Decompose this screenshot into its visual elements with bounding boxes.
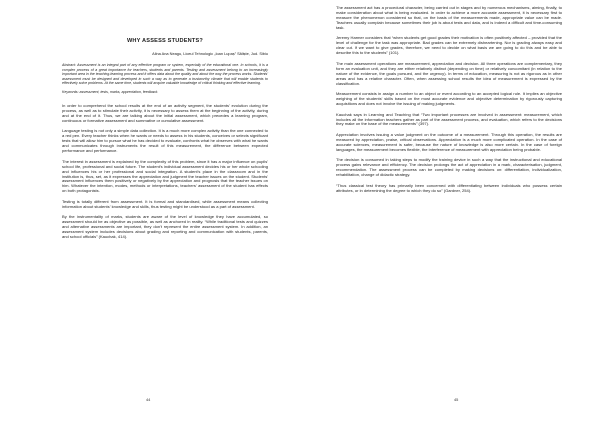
paragraph: Kauchak says in Learning and Teaching that “Two important processes are involved in assessment: measurement, which includes all the information teachers gather as part of the assessment process, and evaluation, which refers to the decisions they make on the base of the measurements” (397). bbox=[336, 111, 562, 127]
paragraph: The decision is consumed in taking steps to modify the training device in such a way that the instructional and educational process gains relevance and efficiency. The decision prolongs the act of appreciation in a mark, characterisation, judgment, recommendation. The assessment process can be completed by making decisions on: differentiation, individualization, rehabilitation, change of didactic strategy. bbox=[336, 157, 562, 178]
paragraph: In order to comprehend the school results at the end of an activity segment, the students' evolution during the process, as well as to stimulate their activity, it is necessary to assess them at the beginning of the activity, during and at the end of it. Thus, we are talking about the initial assessment, which precedes a learning program, continuous or formative assessment and summative or cumulative assessment. bbox=[62, 103, 268, 124]
paragraph: Jeremy Harmer considers that “when students get good grades their motivation is often positively affected – provided that the level of challenge for the task was appropriate. Bad grades can be extremely disheartening. Nor is grading always easy and clear cut. If we want to give grades, therefore, we need to decide on what basis we are going to do this and be able to describe this to the students” (101). bbox=[336, 35, 562, 56]
paragraph: Testing is totally different from assessment. It is formal and standardised, while assessment means collecting information about students' knowledge and skills, thus testing might be understood as a part of assessment. bbox=[62, 198, 268, 209]
author-line: Alina Ana Neagu, Liceul Tehnologic „Ioan Lupaș” Săliște, Jud. Sibiu bbox=[152, 51, 268, 56]
paper-title: WHY ASSESS STUDENTS? bbox=[126, 38, 204, 44]
paragraph: The interest in assessment is explained by the complexity of this problem, since it has a major influence on pupils' school life, professional and social future. The student's individual assessment decides his or her whole schooling and influences his or her professional and social integration. A student's place in the classroom and in the institution is, thus, set, as it expresses the appreciation and judgment the teacher issues on the student. Students' assessment influences them positively or negatively by the appreciation and prognosis that the teacher issues on him. Whatever the intention, modes, methods or interpretations, teachers' assessment of the student has effects on both protagonists. bbox=[62, 158, 268, 194]
paragraph: By the instrumentality of marks, students are aware of the level of knowledge they have accumulated, so assessment should be as objective as possible, as well as anchored in reality. “While traditional tests and quizzes and alternative assessments are important, they don't represent the entire assessment system. In addition, an assessment system includes decisions about grading and reporting and communication with students, parents, and school officials” (Kauchak, 414). bbox=[62, 214, 268, 239]
paragraph: Language testing is not only a simple data collection. It is a much more complex activity than the one connected to a red pen. Every teacher thinks when he wants or needs to assess in his students, conceives or selects significant tests that will allow him to pursue what he has decided to evaluate, confronts what he observes with what he wants and communicates through instruments the result of this measurement, the difference between expected performance and performance. bbox=[62, 128, 268, 154]
page-number: 44 bbox=[146, 397, 151, 402]
keywords: Keywords: assessment, tests, marks, appreciation, feedback. bbox=[62, 89, 159, 94]
abstract-text: Assessment is an integral part of any effective program or system, especially of the educational one. In schools, it is a complex process of a great importance for teachers, students and parents. Testing and assessment belong to an increasingly important area in the teaching-learning process and it offers data about the quality and about the way the process works. Students' assessment must be designed and developed in such a way as to generate a trustworthy climate that will enable students to effectively solve problems. At the same time, students will acquire valuable knowledge of critical thinking and effective learning. bbox=[62, 63, 268, 86]
paragraph: The assessment act has a procedural character, being carried out in stages and by numerous mechanisms, aiming, finally, to make consideration about what is being evaluated. In order to achieve a more accurate assessment, it is necessary first to measure the phenomenon considered so that, on the basis of the measurements made, appropriate value can be made. Teachers usually complain because sometimes their job is about tests and data, and is indeed a difficult and time-consuming task. bbox=[336, 5, 562, 30]
abstract bbox=[62, 63, 268, 86]
paragraph: “Thus classical test theory has primarily been concerned with differentiating between individuals who possess certain attributes, or in determining the degree to which they do so” (Gardner, 254). bbox=[336, 182, 562, 193]
paragraph: The main assessment operations are measurement, appreciation and decision. All three operations are complementary, they form an evaluation unit, and they are either relatively distinct (depending on time) or relatively concomitant (in relation to the nature of the evidence, the goals pursued, and the urgency). In terms of education, measuring is not as rigorous as in other areas and has a relative character. Often, when assessing school results the idea of measurement is expressed by the classification. bbox=[336, 60, 562, 86]
paragraph: Measurement consists in assign a number to an object or event according to an accepted logical rule. It implies an objective weighing of the students' skills based on the most accurate evidence and objective determination by rigorously capturing acquisitions and does not involve the issuing of making judgments. bbox=[336, 91, 562, 107]
page-number: 45 bbox=[454, 397, 459, 402]
right-page bbox=[300, 0, 600, 424]
paragraph: Appreciation involves issuing a value judgment on the outcome of a measurement. Through this operation, the results are measured by appreciation, praise, critical observations. Appreciation is a much more complicated operation. In the case of accurate sciences, measurement is safer, because the nature of knowledge is also more certain. In the case of foreign languages, the measurement becomes flexible, the interference of measurement with appreciation being probable. bbox=[336, 132, 562, 152]
abstract-label: Abstract: bbox=[62, 63, 76, 67]
